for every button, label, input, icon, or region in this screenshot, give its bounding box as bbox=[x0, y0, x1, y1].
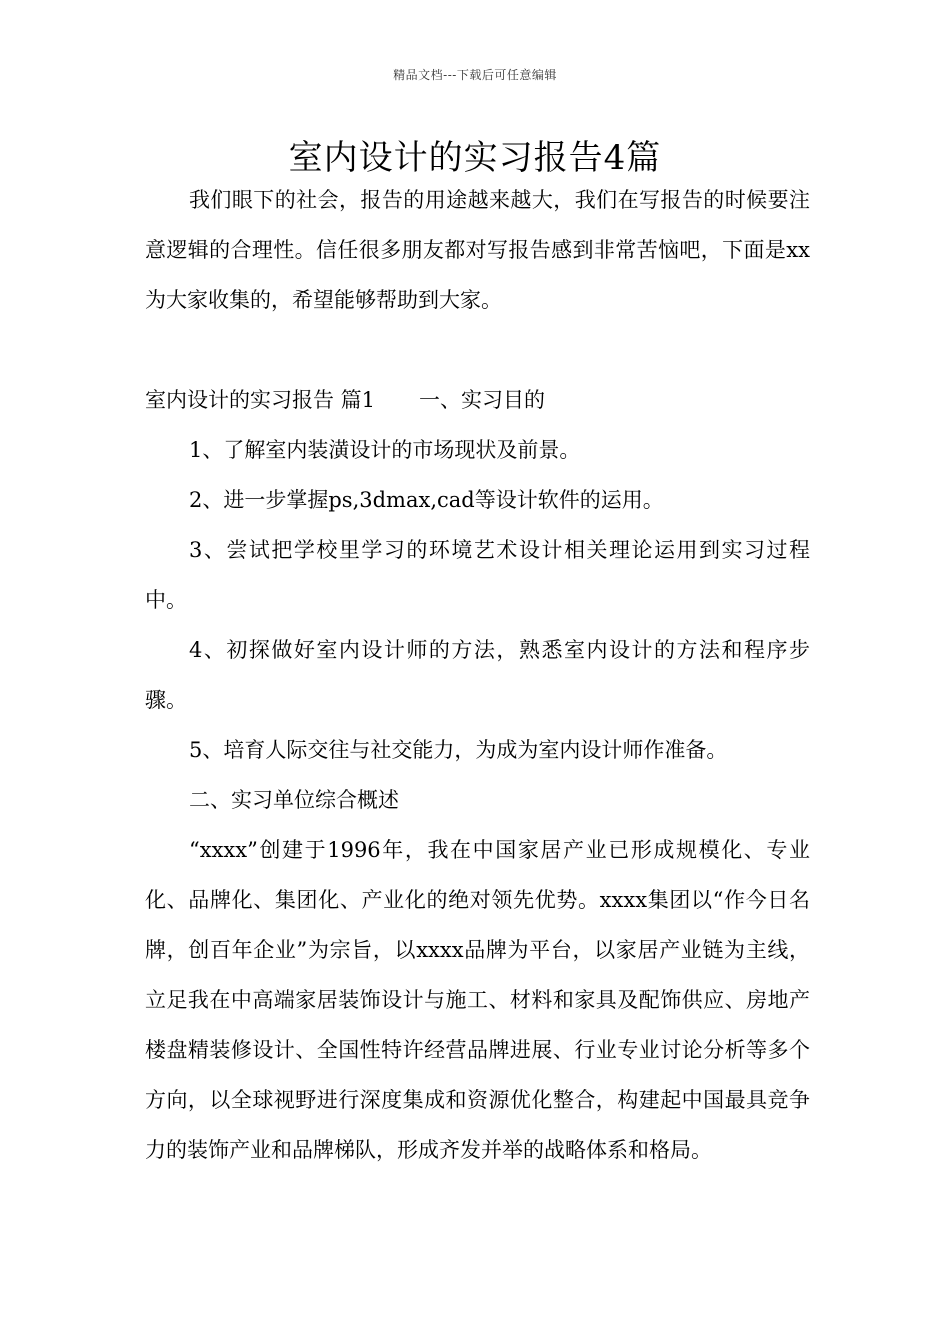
list-item-4: 4、初探做好室内设计师的方法，熟悉室内设计的方法和程序步骤。 bbox=[145, 638, 810, 712]
list-item-1: 1、了解室内装潢设计的市场现状及前景。 bbox=[189, 438, 581, 462]
list-item-3: 3、尝试把学校里学习的环境艺术设计相关理论运用到实习过程中。 bbox=[145, 538, 810, 612]
section-2-paragraph: “xxxx”创建于1996年，我在中国家居产业已形成规模化、专业化、品牌化、集团化、产业化的绝对领先优势。xxxx集团以“作今日名牌，创百年企业”为宗旨，以xxxx品牌为平台，以家居产业链为主线，立足我在中高端家居装饰设计与施工、材料和家具及配饰供应、房地产楼盘精装修设计、全国性特许经营品牌进展、行业专业讨论分析等多个方向，以全球视野进行深度集成和资源优化整合，构建起中国最具竞争力的装饰产业和品牌梯队，形成齐发并举的战略体系和格局。 bbox=[145, 838, 810, 1162]
list-item-5: 5、培育人际交往与社交能力，为成为室内设计师作准备。 bbox=[189, 738, 728, 762]
header-note: 精品文档---下载后可任意编辑 bbox=[393, 68, 557, 82]
section-2-heading: 二、实习单位综合概述 bbox=[189, 788, 399, 812]
list-item-2: 2、进一步掌握ps,3dmax,cad等设计软件的运用。 bbox=[189, 488, 664, 512]
section-1-line bbox=[145, 375, 810, 425]
section-1-heading: 一、实习目的 bbox=[419, 388, 546, 412]
document-title: 室内设计的实习报告4篇 bbox=[288, 138, 662, 178]
document-body bbox=[145, 175, 810, 1175]
paragraph-gap bbox=[145, 325, 810, 375]
section-1-label: 室内设计的实习报告 篇1 bbox=[145, 388, 376, 412]
intro-paragraph: 我们眼下的社会，报告的用途越来越大，我们在写报告的时候要注意逻辑的合理性。信任很多朋友都对写报告感到非常苦恼吧，下面是xx为大家收集的，希望能够帮助到大家。 bbox=[145, 188, 810, 312]
